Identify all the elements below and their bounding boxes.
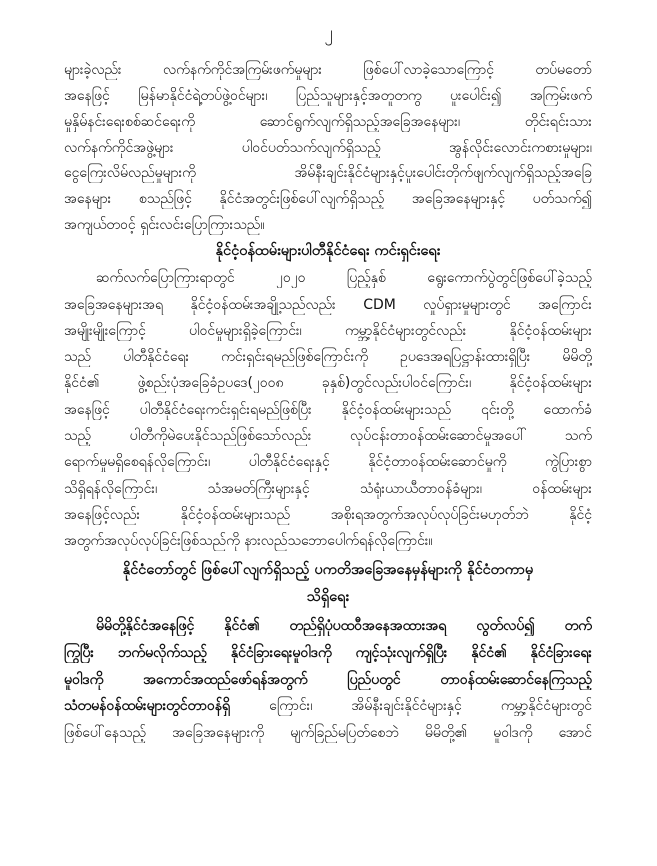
paragraph-line: ငွေကြေးလိမ်လည်မှုများကို အိမ်နီးချင်းနိုင်ငံများနှင့်ပူးပေါင်းတိုက်ဖျက်လျက်ရှိသည့်အခြေ [64,165,592,181]
paragraph-line: သည့် ပါတီကိုမဲပေးနိုင်သည်ဖြစ်သော်လည်း လုပ်ငန်းတာဝန်ထမ်းဆောင်မှုအပေါ် သက် [64,428,592,444]
paragraph-line: ရောက်မှုမရှိစေရန်လိုကြောင်း၊ ပါတီနိုင်ငံရေးနှင့် နိုင်ငံ့တာဝန်ထမ်းဆောင်မှုကို ကွဲပြားစွာ [64,454,592,470]
paragraph-line: ဆက်လက်ပြောကြားရာတွင် ၂၀၂၀ ပြည့်နှစ် ရွေးကောက်ပွဲတွင်ဖြစ်ပေါ်ခဲ့သည့် [96,270,592,286]
paragraph-line: သိရှိရန်လိုကြောင်း၊ သံအမတ်ကြီးများနှင့် သံရုံးယာယီတာဝန်ခံများ၊ ဝန်ထမ်းများ [64,481,592,497]
section-heading: နိုင်ငံတော်တွင် ဖြစ်ပေါ်လျက်ရှိသည့် ပကတိအခြေအနေမှန်များကို နိုင်ငံတကာမှ [122,562,534,578]
normal-text-span: ကြောင်း၊ အိမ်နီးချင်းနိုင်ငံများနှင့် ကမ္ဘာ့နိုင်ငံများတွင် [230,698,592,714]
paragraph-line: မှုနှိမ်နင်းရေးစစ်ဆင်ရေးကို ဆောင်ရွက်လျက်ရှိသည့်အခြေအနေများ၊ တိုင်းရင်းသား [64,114,592,130]
section-heading: နိုင်ငံ့ဝန်ထမ်းများပါတီနိုင်ငံရေး ကင်းရှင်းရေး [215,243,441,259]
paragraph-line: မူဝါဒကို အကောင်အထည်ဖော်ရန်အတွက် ပြည်ပတွင် တာဝန်ထမ်းဆောင်နေကြသည့် [64,672,592,688]
section-heading: သိရှိရေး [306,589,350,605]
paragraph-line: သည် ပါတီနိုင်ငံရေး ကင်းရှင်းရမည်ဖြစ်ကြောင်းကို ဥပဒေအရပြဋ္ဌာန်းထားရှိပြီး မိမိတို့ [64,349,592,365]
paragraph-line: ကြွပြီး ဘက်မလိုက်သည့် နိုင်ငံခြားရေးမူဝါဒကို ကျင့်သုံးလျက်ရှိပြီး နိုင်ငံ၏ နိုင်ငံခြားရေး [64,645,592,661]
bold-text-span: သံတမန်ဝန်ထမ်းများတွင်တာဝန်ရှိ [64,698,231,714]
paragraph-line: အနေများ စသည်ဖြင့် နိုင်ငံအတွင်းဖြစ်ပေါ်လျက်ရှိသည့် အခြေအနေများနှင့် ပတ်သက်၍ [64,191,592,207]
page-number: ၂ [324,23,333,43]
paragraph-line: အတွက်အလုပ်လုပ်ခြင်းဖြစ်သည်ကို နားလည်သဘောပေါက်ရန်လိုကြောင်း။ [64,533,433,549]
paragraph-line [64,696,592,716]
paragraph-line: နိုင်ငံ၏ ဖွဲ့စည်းပုံအခြေခံဥပဒေ(၂၀၀၈ ခုနှစ်)တွင်လည်းပါဝင်ကြောင်း၊ နိုင်ငံ့ဝန်ထမ်းများ [64,375,592,391]
paragraph-line: အနေဖြင့် ပါတီနိုင်ငံရေးကင်းရှင်းရမည်ဖြစ်ပြီး နိုင်ငံ့ဝန်ထမ်းများသည် ၎င်းတို့ ထောက်ခံ [64,402,592,418]
paragraph-line: အနေဖြင့် မြန်မာနိုင်ငံရဲ့တပ်ဖွဲ့ဝင်များ၊ ပြည်သူများနှင့်အတူတကွ ပူးပေါင်း၍ အကြမ်းဖက် [64,88,592,104]
paragraph-line: အမျိုးမျိုးကြောင့် ပါဝင်မှုများရှိခဲ့ကြောင်း၊ ကမ္ဘာ့နိုင်ငံများတွင်လည်း နိုင်ငံ့ဝန်ထမ်းများ [64,323,592,339]
paragraph-line: မိမိတို့နိုင်ငံအနေဖြင့် နိုင်ငံ၏ တည်ရှိပုံပထဝီအနေအထားအရ လွတ်လပ်၍ တက် [96,618,592,634]
paragraph-line: ဖြစ်ပေါ်နေသည့် အခြေအနေများကို မျက်ခြည်မပြတ်စေဘဲ မိမိတို့၏ မူဝါဒကို အောင် [64,725,592,741]
paragraph-line: အခြေအနေများအရ နိုင်ငံ့ဝန်ထမ်းအချို့သည်လည်း CDM လှုပ်ရှားမှုများတွင် အကြောင်း [64,297,592,313]
paragraph-line: များခဲ့လည်း လက်နက်ကိုင်အကြမ်းဖက်မှုများ ဖြစ်ပေါ်လာခဲ့သောကြောင့် တပ်မတော် [64,62,592,78]
paragraph-line: အကျယ်တဝင့် ရှင်းလင်းပြောကြားသည်။ [64,217,265,233]
paragraph-line: လက်နက်ကိုင်အဖွဲ့များ ပါဝင်ပတ်သက်လျက်ရှိသည့် အွန်လိုင်းလောင်းကစားမှုများ၊ [64,140,592,156]
paragraph-line: အနေဖြင့်လည်း နိုင်ငံ့ဝန်ထမ်းများသည် အစိုးရအတွက်အလုပ်လုပ်ခြင်းမဟုတ်ဘဲ နိုင်ငံ့ [64,507,592,523]
